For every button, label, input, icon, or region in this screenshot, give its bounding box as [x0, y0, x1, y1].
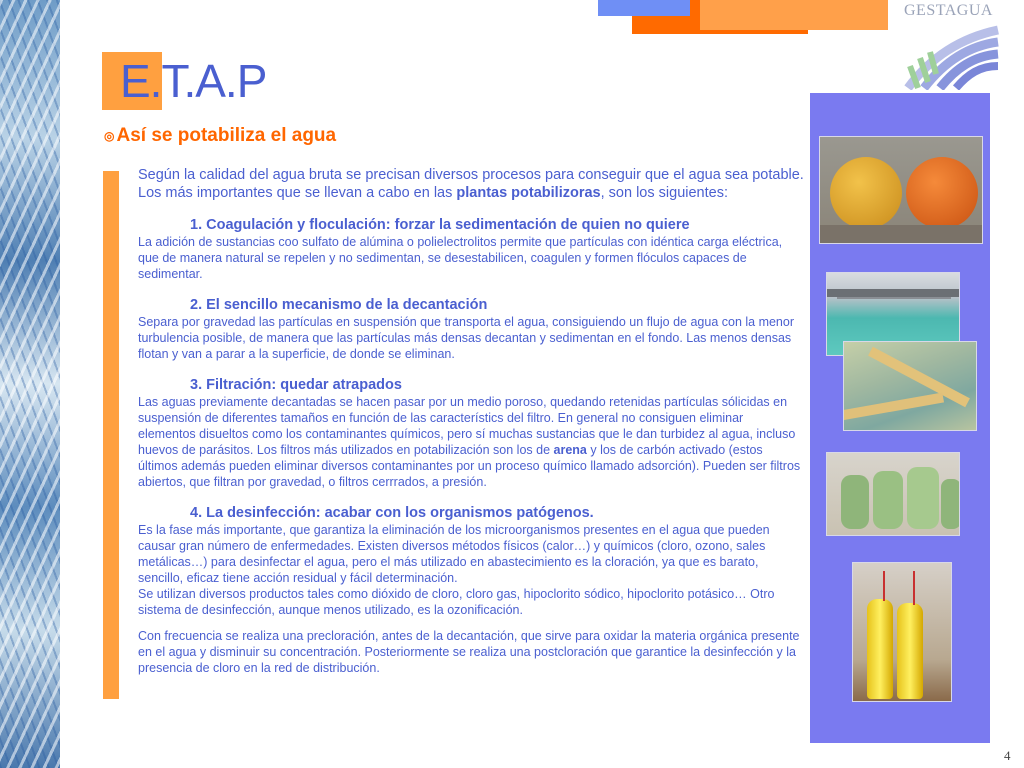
intro-text-1: Según la calidad del agua bruta se precisan diversos procesos para conseguir que el agua sea potable. Los más importantes que se llevan a cabo en las: [138, 167, 804, 201]
logo-swoosh-icon: [900, 18, 1000, 90]
gestagua-logo: [900, 0, 1000, 92]
section-subtitle: [104, 125, 336, 147]
section-3-title: 3. Filtración: quedar atrapados: [190, 377, 402, 393]
bullet-icon: ◎: [104, 129, 115, 143]
main-content: [138, 166, 804, 676]
photo-pressure-filters: [826, 452, 960, 536]
content-accent-bar: [103, 171, 119, 699]
closing-paragraph: Con frecuencia se realiza una precloración, antes de la decantación, que sirve para oxidar la materia orgánica presente en el agua y disminuir su concentración. Posteriormente se realiza una postcloración que garantice la desinfección y la presencia de cloro en la red de distribución.: [138, 629, 800, 675]
section-2-title: 2. El sencillo mecanismo de la decantación: [190, 297, 488, 313]
section-3-text-2: y los de carbón activado (estos últimos además pueden eliminar diversos contaminantes por un proceso químico llamado adsorción). Pueden ser filtros abiertos, que filtran por gravedad, o filtros cerrrados, a presión.: [138, 443, 801, 489]
intro-text-2: , son los siguientes:: [600, 185, 728, 201]
water-decorative-strip: [0, 0, 60, 768]
section-2-body: Separa por gravedad las partículas en suspensión que transporta el agua, consiguiendo un flujo de agua con la menor turbulencia posible, de manera que las partículas más densas decantan y sedimentan en el fondo. Las menos densas flotan y van a parar a la superficie, de donde se eliminan.: [138, 315, 794, 361]
photo-chlorine-cylinders: [852, 562, 952, 702]
page-number: 4: [1004, 748, 1011, 763]
section-1-title: 1. Coagulación y floculación: forzar la sedimentación de quien no quiere: [190, 217, 690, 233]
section-1-body: La adición de sustancias coo sulfato de alúmina o polielectrolitos permite que partículas con idéntica carga eléctrica, que de manera natural se repelen y no sedimentan, se desestabilicen, coagulen y formen flóculos capaces de sedimentar.: [138, 235, 783, 281]
photo-storage-tanks: [819, 136, 983, 244]
section-4-body-b: Se utilizan diversos productos tales como dióxido de cloro, cloro gas, hipoclorito sódico, hipoclorito potásico… Otro sistema de desinfección, aunque menos utilizado, es la ozonificación.: [138, 587, 775, 617]
section-3-bold: arena: [553, 443, 587, 457]
top-decor-orange-light: [700, 0, 888, 30]
top-decor-blue: [598, 0, 690, 16]
intro-bold: plantas potabilizoras: [456, 185, 601, 201]
logo-text: GESTAGUA: [904, 2, 993, 19]
page-title: E.T.A.P: [120, 55, 267, 107]
subtitle-text: Así se potabiliza el agua: [116, 125, 337, 146]
section-4-body: Es la fase más importante, que garantiza la eliminación de los microorganismos presentes en el agua que pueden causar gran número de enfermedades. Existen diversos métodos físicos (calor…) y químicos (cloro, ozono, sales metálicas…) para desinfectar el agua, pero el más utilizado en abastecimiento es la cloración, ya que es barato, sencillo, eficaz tiene acción residual y fácil determinación.: [138, 523, 770, 585]
photo-filtration-channels: [843, 341, 977, 431]
section-3-text-1: Las aguas previamente decantadas se hacen pasar por un medio poroso, quedando retenidas partículas sólicidas en suspensión de diferentes tamaños en función de las característics del filtro. En general no consiguen eliminar elementos disueltos como los contaminantes químicos, pero sí muchas sustancias que le dan turbidez al agua, incluso huevos de parásitos. Los filtros más utilizados en potabilización son los de: [138, 395, 796, 457]
intro-paragraph: [138, 166, 804, 202]
section-4-title: 4. La desinfección: acabar con los organismos patógenos.: [190, 505, 594, 521]
section-3-body: [138, 394, 804, 490]
